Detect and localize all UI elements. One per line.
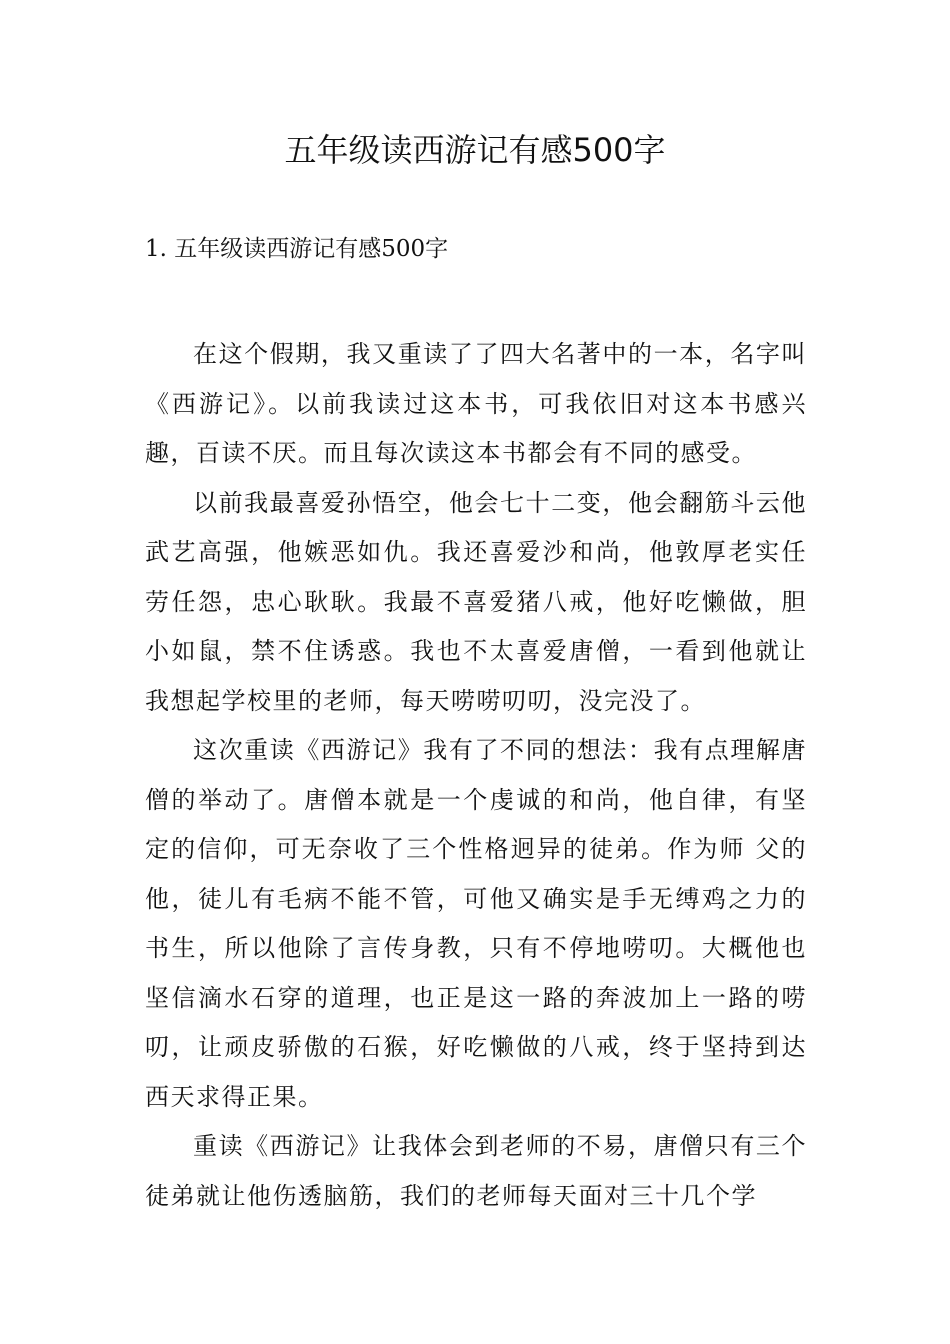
essay-body (145, 330, 807, 1221)
paragraph: 以前我最喜爱孙悟空，他会七十二变，他会翻筋斗云他武艺高强，他嫉恶如仇。我还喜爱沙和尚，他敦厚老实任劳任怨，忠心耿耿。我最不喜爱猪八戒，他好吃懒做，胆小如鼠，禁不住诱惑。我也不太喜爱唐僧，一看到他就让我想起学校里的老师，每天唠唠叨叨，没完没了。 (145, 488, 807, 715)
paragraph: 重读《西游记》让我体会到老师的不易，唐僧只有三个徒弟就让他伤透脑筋，我们的老师每天面对三十几个学 (145, 1132, 807, 1210)
document-title: 五年级读西游记有感500字 (284, 131, 666, 169)
paragraph: 在这个假期，我又重读了了四大名著中的一本，名字叫《西游记》。以前我读过这本书，可我依旧对这本书感兴趣，百读不厌。而且每次读这本书都会有不同的感受。 (145, 340, 807, 467)
section-heading: 1. 五年级读西游记有感500字 (145, 236, 449, 262)
paragraph: 这次重读《西游记》我有了不同的想法：我有点理解唐僧的举动了。唐僧本就是一个虔诚的和尚，他自律，有坚定的信仰，可无奈收了三个性格迥异的徒弟。作为师 父的他，徒儿有毛病不能不管，可他又确实是手无缚鸡之力的书生，所以他除了言传身教，只有不停地唠叨。大概他也坚信滴水石穿的道理，也正是这一路的奔波加上一路的唠叨，让顽皮骄傲的石猴，好吃懒做的八戒，终于坚持到达西天求得正果。 (145, 736, 807, 1111)
